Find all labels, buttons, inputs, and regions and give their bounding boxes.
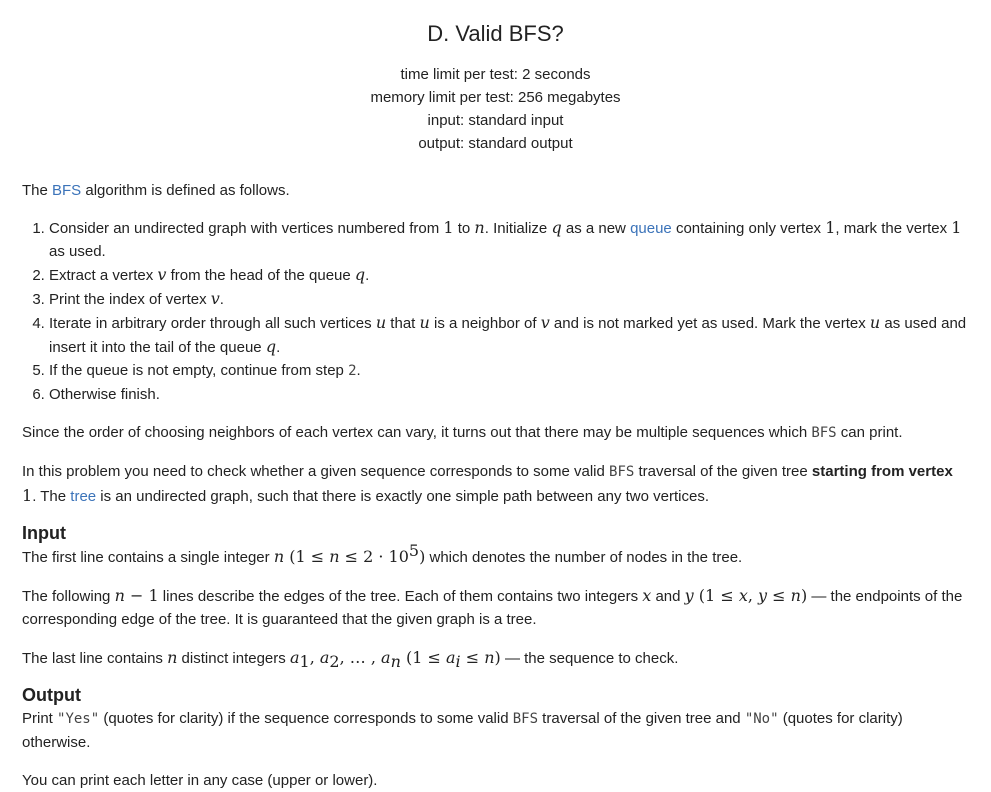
text: Iterate in arbitrary order through all such vertices [49,315,376,332]
list-item [49,287,969,311]
text: as used. [49,243,106,260]
math: (1 ≤ [284,547,330,566]
math: q [354,265,366,284]
list-item [49,263,969,287]
text: and [651,588,685,605]
text: If the queue is not empty, continue from step [49,362,349,379]
math: (1 ≤ [693,586,739,605]
code: "No" [744,711,779,727]
code: BFS [609,464,635,480]
queue-link[interactable]: queue [630,220,672,237]
list-item [49,359,969,383]
math: u [419,313,430,332]
math: n [114,586,125,605]
text: distinct integers [177,650,290,667]
input-title: Input [22,523,66,543]
text: The first line contains a single integer [22,549,274,566]
input-paragraph [22,584,969,631]
text: . [276,339,281,356]
math: q [265,337,277,356]
text: . [365,267,370,284]
input-paragraph [22,646,969,670]
math: q [551,218,562,237]
text: traversal of the given tree and [538,710,745,727]
text: as used and insert it into the tail of the queue [49,315,967,356]
text: Print [22,710,58,727]
text: can print. [836,424,903,441]
text: . The [32,488,71,505]
text: algorithm is defined as follows. [81,182,290,199]
text: The [22,182,53,199]
math: 1 [299,652,310,671]
math: , … , [339,648,382,667]
output-specification [22,684,969,792]
math: x [642,586,652,605]
text: . Initialize [484,220,552,237]
legend-intro [22,179,969,202]
math: ≤ [767,586,791,605]
math: n [273,547,285,566]
math: n [474,218,485,237]
code: "Yes" [57,711,100,727]
math: n [790,586,801,605]
text: containing only vertex [671,220,826,237]
math: ≤ 2 · 10 [339,547,409,566]
output-title: Output [22,685,81,705]
math: n [167,648,178,667]
output-paragraph: You can print each letter in any case (upper or lower). [22,772,378,789]
math: 1 [22,486,33,505]
math: 1 [951,218,962,237]
text: Extract a vertex [49,267,158,284]
text: as a new [561,220,631,237]
memory-limit: memory limit per test: 256 megabytes [370,89,621,106]
text: Print the index of vertex [49,291,211,308]
text: traversal of the given tree [634,463,812,480]
math: (1 ≤ [400,648,446,667]
text: which denotes the number of nodes in the tree. [425,549,743,566]
text: , mark the vertex [835,220,952,237]
problem-title: D. Valid BFS? [427,21,564,46]
code: BFS [811,425,837,441]
text: is an undirected graph, such that there is exactly one simple path between any two vertices. [96,488,709,505]
math: i [455,652,461,671]
input-specification [22,522,969,670]
math: n [329,547,340,566]
text: (quotes for clarity) if the sequence corresponds to some valid [99,710,513,727]
text: (quotes for clarity) otherwise. [22,710,903,751]
math: , [309,648,320,667]
math: y [758,586,768,605]
math: a [381,648,391,667]
text: from the head of the queue [166,267,355,284]
legend [22,179,969,508]
legend-paragraph [22,460,969,508]
math: ) [800,586,808,605]
math: a [289,648,300,667]
math: ) [494,648,501,667]
list-item [49,311,969,359]
input-paragraph [22,541,969,569]
math: u [869,313,881,332]
text: to [453,220,475,237]
bfs-link[interactable]: BFS [52,182,82,199]
output-file: output: standard output [418,135,573,152]
math: a [445,648,456,667]
code: BFS [512,711,539,727]
text: . [356,362,361,379]
text: is a neighbor of [429,315,541,332]
code: 2 [348,363,357,379]
bold-text: starting from vertex [811,463,953,480]
math: a [319,648,330,667]
math: − 1 [124,586,159,605]
text: lines describe the edges of the tree. Each of them contains two integers [158,588,643,605]
text: The following [22,588,115,605]
math: 1 [825,218,836,237]
math: 1 [443,218,454,237]
output-paragraph [22,707,969,754]
math: v [210,289,220,308]
problem-header [22,0,969,155]
math: y [684,586,694,605]
list-item [49,216,969,263]
math: u [375,313,387,332]
text: Since the order of choosing neighbors of each vertex can vary, it turns out that there may be multiple sequences which [22,424,812,441]
math: v [540,313,550,332]
text: The last line contains [22,650,168,667]
math: x [738,586,748,605]
text: — the endpoints of the corresponding edge of the tree. It is guaranteed that the given graph is a tree. [22,588,963,628]
input-file: input: standard input [427,112,564,129]
math: v [157,265,167,284]
algorithm-steps [22,216,969,406]
text: . [219,291,224,308]
legend-paragraph [22,421,969,445]
tree-link[interactable]: tree [70,488,97,505]
math: ≤ [460,648,485,667]
time-limit: time limit per test: 2 seconds [400,66,591,83]
text: that [386,315,420,332]
text: — the sequence to check. [500,650,679,667]
text: and is not marked yet as used. Mark the vertex [549,315,870,332]
math: , [747,586,759,605]
text: In this problem you need to check whether a given sequence corresponds to some valid [22,463,610,480]
math: n [484,648,495,667]
text: Consider an undirected graph with vertices numbered from [49,220,444,237]
math: ) [419,547,426,566]
list-item: 6. Otherwise finish. [49,383,969,406]
math: 5 [408,541,420,560]
math: 2 [329,652,340,671]
math: n [390,652,401,671]
